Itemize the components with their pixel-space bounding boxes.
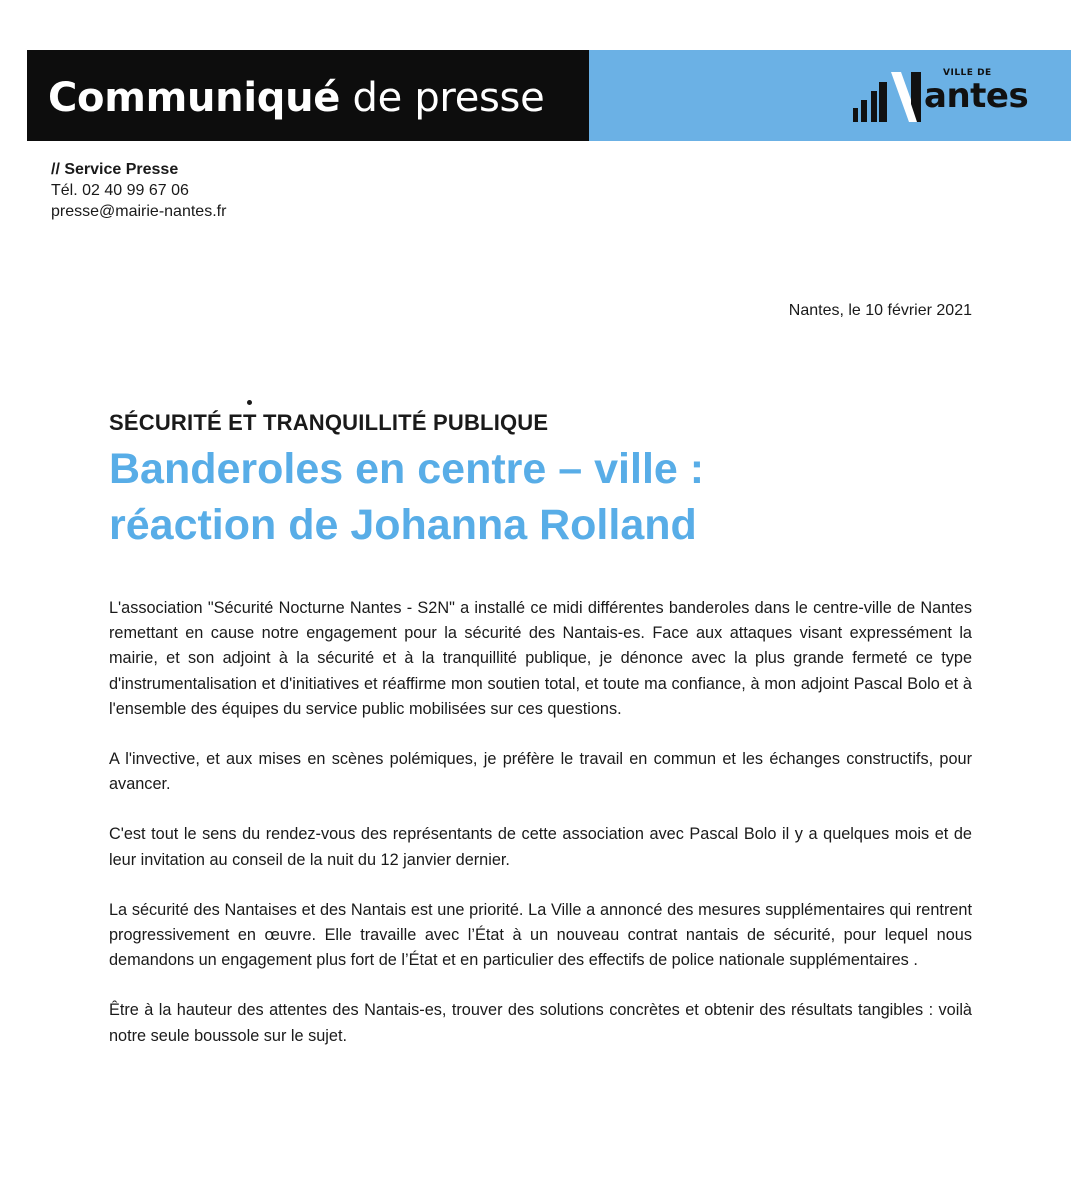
press-contact-block: [51, 159, 226, 222]
stray-dot: [247, 400, 252, 405]
headline-line-2: réaction de Johanna Rolland: [109, 501, 697, 549]
body-paragraph: C'est tout le sens du rendez-vous des représentants de cette association avec Pascal Bolo il y a quelques mois et de leur invitation au conseil de la nuit du 12 janvier dernier.: [109, 825, 972, 869]
press-release-banner: [27, 50, 1071, 141]
press-phone: Tél. 02 40 99 67 06: [51, 182, 189, 199]
nantes-n-mark-icon: [847, 64, 927, 128]
body-paragraph: Être à la hauteur des attentes des Nantais-es, trouver des solutions concrètes et obtenir des résultats tangibles : voilà notre seule boussole sur le sujet.: [109, 1001, 972, 1045]
dateline: Nantes, le 10 février 2021: [788, 302, 972, 319]
article-kicker: SÉCURITÉ ET TRANQUILLITÉ PUBLIQUE: [109, 410, 549, 435]
press-email: presse@mairie-nantes.fr: [51, 203, 227, 220]
body-paragraph: A l'invective, et aux mises en scènes polémiques, je préfère le travail en commun et les échanges constructifs, pour avancer.: [109, 750, 972, 794]
logo-ville-de: VILLE DE: [943, 68, 992, 78]
banner-logo-panel: [589, 50, 1071, 141]
body-paragraph: L'association "Sécurité Nocturne Nantes - S2N" a installé ce midi différentes banderoles dans le centre-ville de Nantes remettant en cause notre engagement pour la sécurité des Nantais-es. Face aux attaques visant expressément la mairie, et son adjoint à la sécurité et à la tranquillité publique, je dénonce avec la plus grande fermeté ce type d'instrumentalisation et d'initiatives et réaffirme mon soutien total, et toute ma confiance, à mon adjoint Pascal Bolo et à l'ensemble des équipes du service public mobilisées sur ces questions.: [109, 599, 972, 718]
press-service-label: // Service Presse: [51, 161, 179, 178]
banner-title-bold: Communiqué: [48, 74, 341, 121]
banner-title-regular: de presse: [340, 74, 545, 121]
banner-title-panel: [27, 50, 589, 141]
headline-line-1: Banderoles en centre – ville :: [109, 445, 705, 493]
article-body: [109, 596, 972, 1074]
body-paragraph: La sécurité des Nantaises et des Nantais est une priorité. La Ville a annoncé des mesures supplémentaires qui rentrent progressivement en œuvre. Elle travaille avec l’État à un nouveau contrat nantais de sécurité, pour lequel nous demandons un engagement plus fort de l’État et en particulier des effectifs de police nationale supplémentaires .: [109, 900, 972, 970]
banner-title: [48, 75, 544, 121]
article-headline: [109, 441, 989, 553]
ville-de-nantes-logo: [847, 64, 1037, 128]
logo-nantes-word: antes: [924, 76, 1029, 116]
